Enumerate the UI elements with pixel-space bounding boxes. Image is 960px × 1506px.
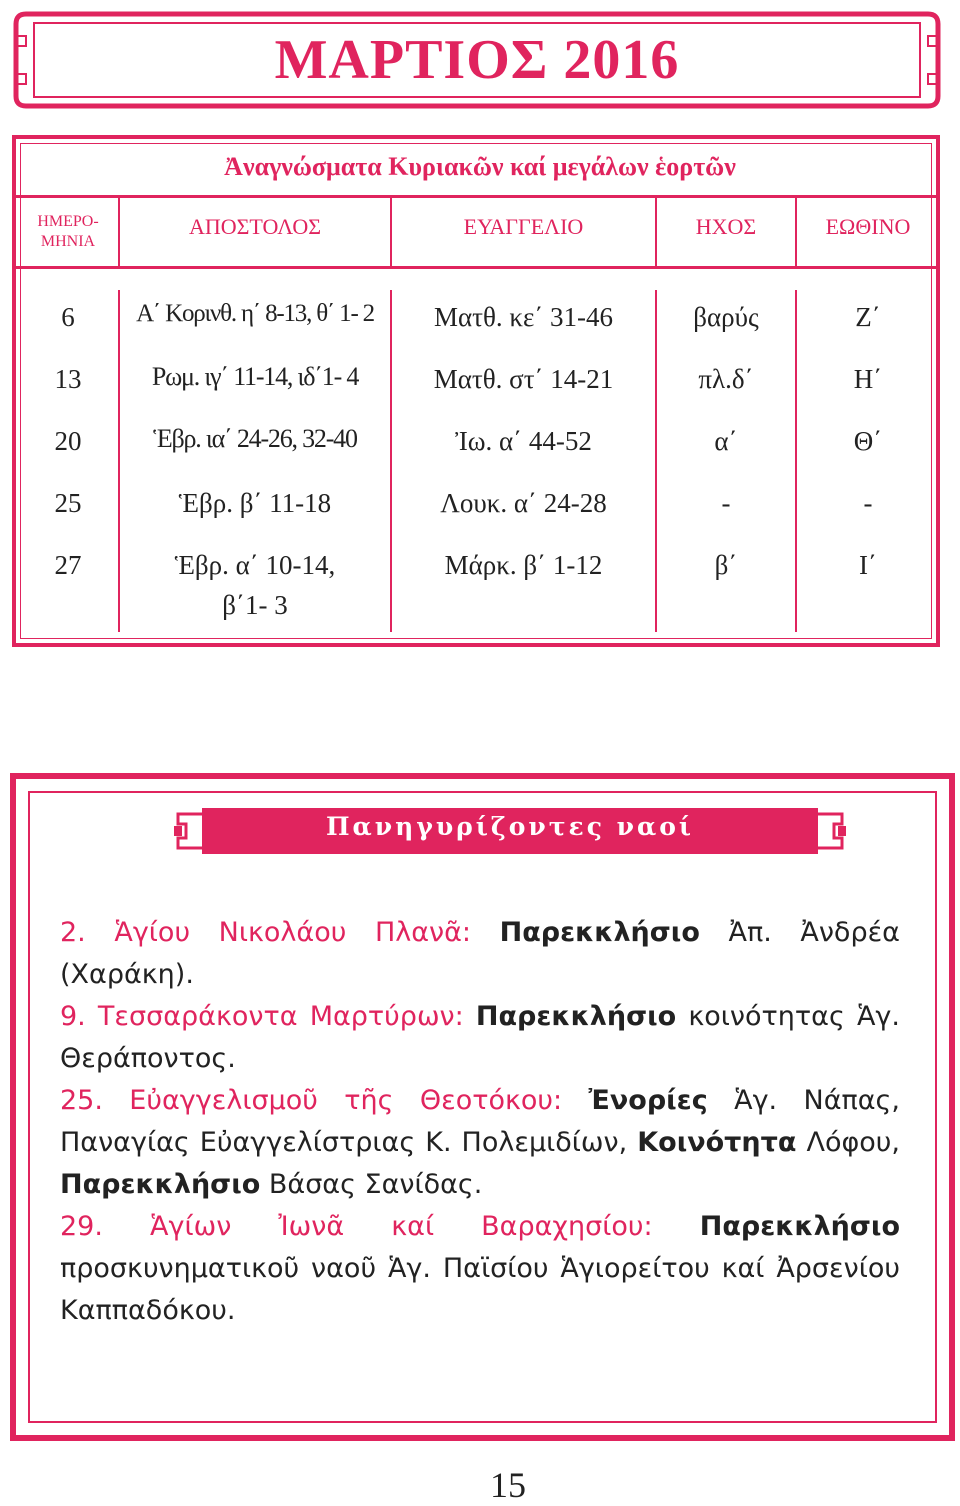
column-header-apostle: ΑΠΟΣΤΟΛΟΣ bbox=[188, 214, 322, 239]
cell-eothino: Ζ΄ bbox=[855, 302, 881, 332]
column-divider bbox=[118, 197, 120, 268]
cell-apostle: Ρωμ. ιγ΄ 11-14, ιδ΄1- 4 bbox=[151, 362, 359, 391]
column-divider bbox=[795, 197, 797, 268]
title-banner bbox=[12, 10, 942, 110]
column-divider bbox=[390, 197, 392, 268]
column-header-eothino: ΕΩΘΙΝΟ bbox=[825, 214, 911, 239]
cell-date: 6 bbox=[61, 302, 75, 332]
festival-venue: Λόφου, bbox=[806, 1127, 900, 1158]
cell-gospel: Μάρκ. β΄ 1-12 bbox=[444, 550, 603, 580]
festival-entry bbox=[60, 1080, 900, 1206]
festival-venue-type: Κοινότητα bbox=[637, 1127, 797, 1158]
column-header-gospel: ΕΥΑΓΓΕΛΙΟ bbox=[463, 214, 584, 239]
cell-tone: α΄ bbox=[714, 426, 738, 456]
cell-eothino: - bbox=[863, 488, 873, 518]
column-divider bbox=[795, 290, 797, 632]
cell-gospel: Λουκ. α΄ 24-28 bbox=[440, 488, 607, 518]
cell-gospel: Ἰω. α΄ 44-52 bbox=[455, 426, 592, 456]
festival-venue: Ἀπ. Ἀνδρέα (Χαράκη). bbox=[60, 917, 900, 990]
cell-gospel: Ματθ. κε΄ 31-46 bbox=[433, 302, 614, 332]
cell-apostle-continued: β΄1- 3 bbox=[222, 590, 288, 620]
table-rule bbox=[16, 266, 936, 269]
readings-table-caption: Ἀναγνώσματα Κυριακῶν καί μεγάλων ἑορτῶν bbox=[224, 152, 736, 181]
festival-venue: Ἁγ. Νάπας, Παναγίας Εὐαγγελίστριας Κ. Πολεμιδίων, bbox=[60, 1085, 900, 1158]
cell-eothino: Θ΄ bbox=[853, 426, 883, 456]
festival-venue: κοινότητας Ἁγ. Θεράποντος. bbox=[60, 1001, 900, 1074]
festival-venue-type: Παρεκκλήσιο bbox=[699, 1211, 900, 1242]
cell-date: 25 bbox=[54, 488, 82, 518]
festival-venue-type: Παρεκκλήσιο bbox=[475, 1001, 677, 1032]
page-number: 15 bbox=[490, 1465, 526, 1505]
cell-gospel: Ματθ. στ΄ 14-21 bbox=[433, 364, 614, 394]
festival-entry bbox=[60, 912, 900, 996]
column-header-tone: ΗΧΟΣ bbox=[695, 214, 757, 239]
festival-date-name: 25. Εὐαγγελισμοῦ τῆς Θεοτόκου: bbox=[60, 1085, 563, 1116]
cell-date: 20 bbox=[54, 426, 82, 456]
cell-tone: πλ.δ΄ bbox=[698, 364, 754, 394]
festival-date-name: 2. Ἁγίου Νικολάου Πλανᾶ: bbox=[60, 917, 471, 948]
festival-venue-type: Παρεκκλήσιο bbox=[499, 917, 700, 948]
cell-apostle: Ἑβρ. α΄ 10-14, bbox=[174, 550, 336, 580]
festival-venue-type: Ἐνορίες bbox=[588, 1085, 708, 1116]
cell-apostle: Ἑβρ. β΄ 11-18 bbox=[178, 488, 332, 518]
column-divider bbox=[118, 290, 120, 632]
festivals-title: Πανηγυρίζοντες ναοί bbox=[325, 812, 695, 841]
festival-date-name: 29. Ἁγίων Ἰωνᾶ καί Βαραχησίου: bbox=[60, 1211, 653, 1242]
cell-apostle: Ἑβρ. ια΄ 24-26, 32-40 bbox=[153, 424, 357, 453]
cell-tone: βαρύς bbox=[693, 302, 759, 332]
column-divider bbox=[655, 197, 657, 268]
cell-tone: - bbox=[721, 488, 731, 518]
column-divider bbox=[655, 290, 657, 632]
festival-entry bbox=[60, 996, 900, 1080]
cell-apostle: Α΄ Κορινθ. η΄ 8-13, θ΄ 1- 2 bbox=[136, 300, 374, 327]
cell-tone: β΄ bbox=[714, 550, 738, 580]
column-divider bbox=[390, 290, 392, 632]
cell-date: 13 bbox=[54, 364, 82, 394]
festivals-list bbox=[60, 912, 900, 1332]
festival-venue-type: Παρεκκλήσιο bbox=[60, 1169, 261, 1200]
column-header-date: ΗΜΕΡΟ-ΜΗΝΙΑ bbox=[37, 213, 99, 250]
festival-venue: προσκυνηματικοῦ ναοῦ Ἁγ. Παϊσίου Ἁγιορείτου καί Ἀρσενίου Καππαδόκου. bbox=[60, 1253, 900, 1326]
cell-eothino: Η΄ bbox=[853, 364, 883, 394]
festival-venue: Βάσας Σανίδας. bbox=[268, 1169, 483, 1200]
cell-eothino: Ι΄ bbox=[859, 550, 877, 580]
page-title: ΜΑΡΤΙΟΣ 2016 bbox=[274, 29, 680, 91]
festival-entry bbox=[60, 1206, 900, 1332]
table-rule bbox=[16, 195, 936, 198]
festival-date-name: 9. Τεσσαράκοντα Μαρτύρων: bbox=[60, 1001, 464, 1032]
cell-date: 27 bbox=[54, 550, 82, 580]
